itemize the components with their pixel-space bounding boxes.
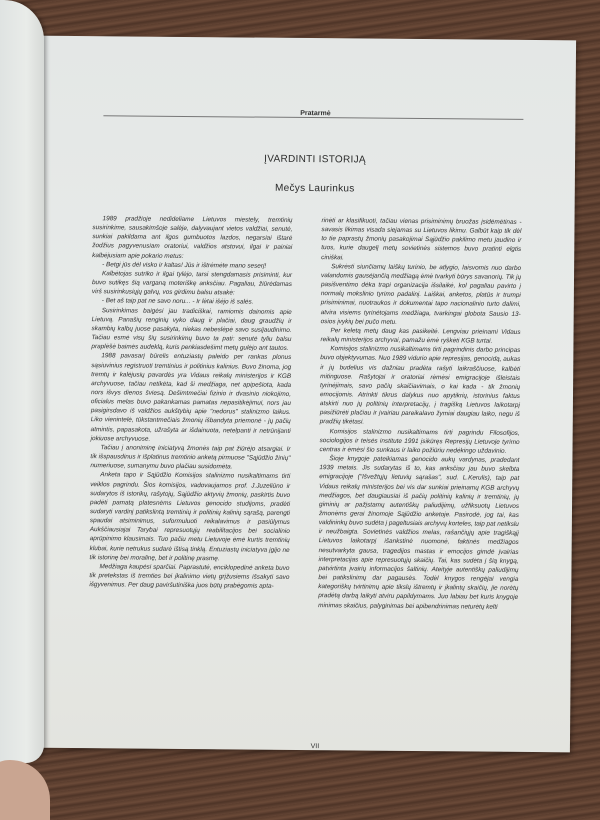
paragraph: Tačiau į anoniminę iniciatyvą žmonės taip pat žiūrėjo atsargiai. Ir tik išspausdinus ir išplatinus tremtinio anketą pirmuose "Sąjūdžio žinių" numeriuose, sumanymu buvo plačiau susidomėta. [90, 444, 291, 471]
text-column-right [318, 216, 521, 611]
paragraph: rinėti ar klasifikuoti, tačiau vienas prisiminimų bruožas įsidėmėtinas - savasis likimas visada siejamas su Lietuvos likimu. Galbūt kaip tik dėl to tie paprastų žmonių pasakojimai Sąjūdžio pakilimo metu jaudino ir tuos, kurie daugelį metų sovietinės sistemos buvo pratinti elgtis ciniškai. [321, 217, 522, 261]
thumb [0, 760, 50, 820]
facing-page-edge [0, 0, 44, 763]
paragraph: Anketa tapo ir Sąjūdžio Komisijos stalinizmo nusikaltimams tirti veiklos pagrindu. Šios komisijos, vadovaujamos prof. J.Juzeliūno ir sudarytos iš istorikų, rašytojų, Sąjūdžio aktyvių žmonių, paskirtis buvo padėti pamatą platesnėms Lietuvos genocido studijoms, pradėti sudaryti vardinį patikslintą tremtinių ir politinių kalinių sąrašą, parengti spaudai atsiminimus, suformuluoti reikalavimus ir pasiūlymus Aukščiausiajai Tarybai represuotųjų reabilitacijos bei socialinio aprūpinimo klausimais. Tuo pačiu metu Lietuvoje ėmė kurtis tremtinių klubai, kurie netrukus sudarė ištisą tinklą. Entuziastų iniciatyva įgijo ne tik istorinę bei moralinę, bet ir politinę prasmę. [89, 471, 291, 563]
paragraph: 1989 pradžioje nedideliame Lietuvos miestely, tremtinių susirinkime, sausakimšoje salėje, dalyvaujant vietos valdžiai, senutė, sunkiai pakildama ant ilgos gumbuotos lazdos, negarsiai ištarė žodžius pagyvenusiam oratoriui, valdžios atstovui, ilgai ir painiai kalbėjusiam apie pokario metus: [92, 215, 293, 260]
article-title: ĮVARDINTI ISTORIJĄ [264, 153, 366, 166]
paragraph: Komisijos stalinizmo nusikaltimams tirti pagrindu Filosofijos, sociologijos ir teisės institute 1991 įsikūręs Represijų Lietuvoje tyrimo centras ir ėmėsi šio sunkaus ir laiko požiūriu nedėkingo uždavinio. [319, 427, 520, 455]
paragraph: Susirinkimas baigėsi jau tradiciškai, ramiomis dainomis apie Lietuvą. Panašių renginių vyko daug ir plačiai, daug graudžių ir skambių kalbų juose pasakyta, niekas nebeslėpė savo susijaudinimo. Tačiau esmė visų šių susirinkimų buvo ta pati: senutė tyliu balsu praplėšė baimės audeklą, kuris penkiasdešimt metų gulėjo ant tautos. [91, 306, 292, 353]
paragraph: Medžiaga kaupėsi sparčiai. Paprastutė, enciklopedinė anketa buvo tik pretekstas iš tremties bei įkalinimo vietų grįžusiems išsakyti savo išgyvenimus. Per daug paviršutiniška juos būtų prabėgomis apta- [89, 563, 290, 591]
paragraph: Šioje knygoje pateikiamas genocido aukų vardynas, pradedant 1939 metais. Jis sudarytas iš to, kas anksčiau jau buvo skelbta emigracijoje ("Išvežtųjų lietuvių sąrašas", sud. L.Kerulis), taip pat Vidaus reikalų ministerijos bei vis dar sunkiai prieinamų KGB archyvų medžiagos, bet daugiausiai iš pačių politinių kalinių ir tremtinių, jų giminių ar pažįstamų autentiškų paliudijimų, užfiksuotų Lietuvos žmonėms gerai žinomoje Sąjūdžio anketoje. Pasirodė, jog tai, kas valdininkų buvo sudėta į pageltusiais archyvų korteles, taip pat netikslu ir neužbaigta. Sovietinės valdžios melas, rašančiųjų apie tragiškąjį Lietuvos laikotarpį išankstinė nuomonė, faktinės medžiagos nesutvarkyta gausa, tragedijos mastas ir emocijos gimdė įvairias interpretacijas apie represuotųjų skaičių. Tai, kas sudėta į šią knygą, patvirtinta įvairių informacijos šaltinių. Ateityje autentiškų paliudijimų bei patikslinimų dar pagausės. Todėl knygos rengėjai vengia kategoriškų tvirtinimų apie tikslų ištremtų ir įkalintų skaičių, jie norėtų pradėtą darbą laikyti atviru papildymams. Juo labiau bet kuris knygoje minimas skaičius, palyginimas bei apibendrinimas neturėtų kelti [318, 455, 520, 611]
paragraph: Sukrėsti siunčiamų laiškų turinio, be atlygio, laisvomis nuo darbo valandomis gausėjančią medžiagą ėmė tvarkyti būrys savanorių. Tik jų pasišventimo dėka trapi organizacija išsilaikė, kol pagaliau pavirto į normalų mokslinio tyrimo padalinį. Laiškai, anketos, platūs ir trumpi prisiminimai, nuotraukos ir dokumentai tapo nacionalinio turto dalimi, atvira visiems tyrinėtojams medžiaga, tvarkingai globota Sausio 13-osios įvykių bei pučo metu. [320, 263, 522, 326]
paragraph: 1988 pavasarį būrelis entuziastų paleido per rankas plonus sąsiuvinius registruoti tremtinius ir politinius kalinius. Buvo žinoma, jog tremtų ir kalėjusių pavardės yra Vidaus reikalų ministerijos ir KGB archyvuose, tačiau netikėta, kad ši medžiaga, net apipešiota, kada nors išvys dienos šviesą. Dešimtmečiai fizinio ir dvasinio niokojimo, oficialus melas buvo pakankamas pamatas nepasitikėjimui, nors jau pasigirsdavo iš valdžios aukštybių apie "nedorus" stalinizmo laikus. Liko vienintelė, tūkstantmečiais žmonių išbandyta priemonė - jų pačių atmintis, papasakota, užrašyta ar išdainuota, netelpanti ir netrūnijanti jokiuose archyvuose. [90, 352, 292, 443]
article-author: Mečys Laurinkus [274, 182, 355, 195]
paragraph: Kalbėtojas sutriko ir ilgai tylėjo, tarsi stengdamasis prisiminti, kur buvo sutikęs šią varganą moteriškę anksčiau. Pagaliau, žiūrėdamas virš susirinkusiųjų galvų, vos girdimu balsu atsakė: [91, 270, 293, 297]
paragraph: - Bet aš taip pat ne savo noru... - Ir lėtai išėjo iš salės. [101, 297, 254, 306]
text-column-left [89, 214, 292, 591]
paragraph: - Betgi jūs dėl visko ir kaltas! Jūs ir ištrėmėte mano seserį! [102, 261, 267, 270]
paragraph: Per keletą metų daug kas pasikeitė. Lengviau prieinami Vidaus reikalų ministerijos archyvai, pamažu ėmė ryškėti KGB turtai. [320, 327, 521, 345]
page-number: VII [310, 743, 320, 751]
running-head: Pratarmė [300, 109, 331, 118]
paragraph: Komisijos stalinizmo nusikaltimams tirti pagrindinis darbo principas buvo objektyvumas. Nuo 1989 vidurio apie represijas, genocidą, aukas ir jų budelius vis dažniau pradėta rašyti laikraščiuose, kalbėti mitinguose. Rašytojai ir oratoriai rėmėsi emigracijoje išleistais tyrinėjimais, savo pačių skaičiavimais, o kai kada - tik žmonių emocijomis. Atrinkti tikrus dalykus nuo apytikrių, istorinius faktus atskirti nuo jų politinių interpretacijų, į tragišką Lietuvos laikotarpį pasižiūrėti plačiau ir įvairiau pareikalavo žymiai daugiau laiko, negu iš pradžių tikėtasi. [319, 345, 521, 426]
book-page [30, 36, 576, 753]
